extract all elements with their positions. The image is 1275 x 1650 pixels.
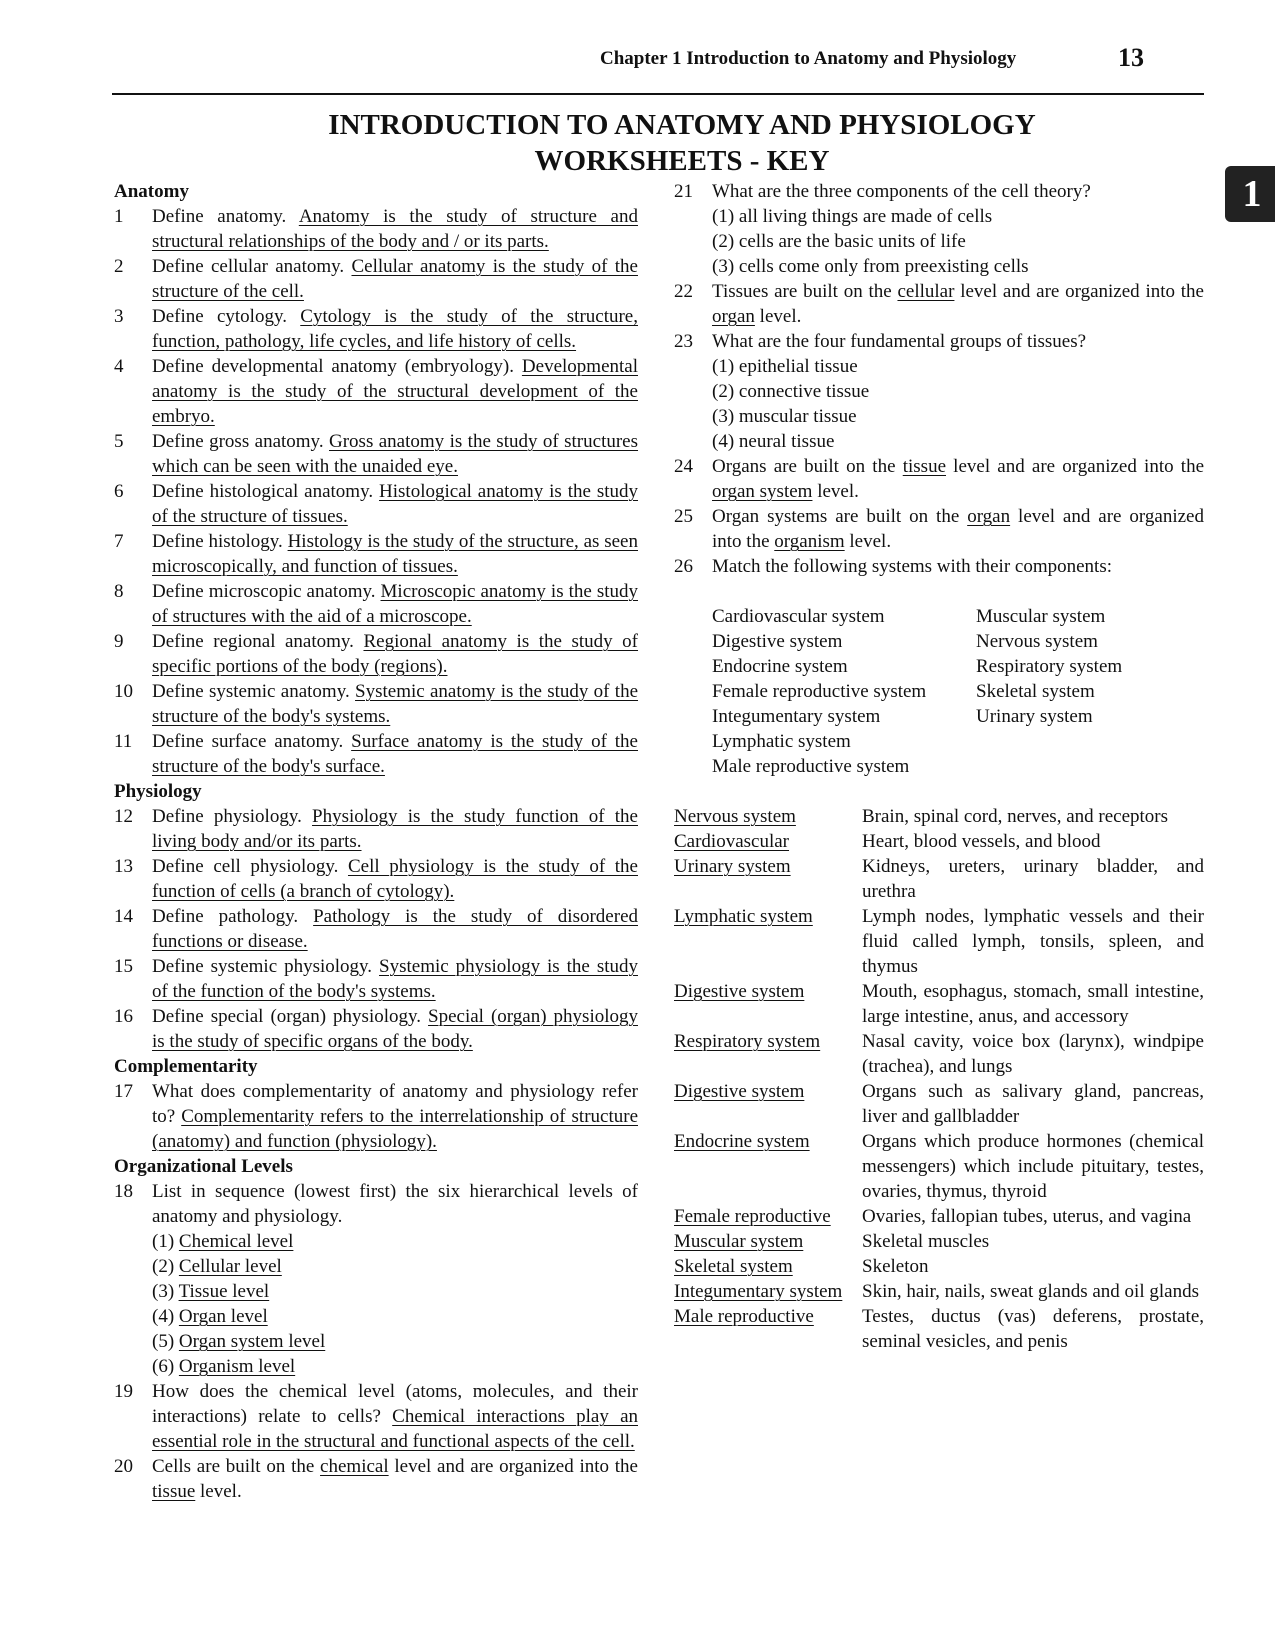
question-24: [674, 454, 1204, 504]
answer-row: [674, 1129, 1204, 1204]
list-item: (2) cells are the basic units of life: [712, 231, 966, 252]
answer-row: [674, 1279, 1204, 1304]
answer-row: [674, 1229, 1204, 1254]
answer-text: Cytology is the study of the structure, function, pathology, life cycles, and life history of cells.: [152, 306, 638, 352]
question-text: Define histology.: [152, 531, 288, 552]
answer-text: Physiology is the study function of the living body and/or its parts.: [152, 806, 638, 852]
answer-system: Digestive system: [674, 1081, 805, 1102]
system-choice: Cardiovascular system: [712, 606, 885, 627]
question-number: 8: [114, 581, 124, 602]
question-10: [114, 679, 638, 729]
question-number: 18: [114, 1181, 133, 1202]
question-text: Define pathology.: [152, 906, 314, 927]
question-number: 13: [114, 856, 133, 877]
item-prefix: (6): [152, 1356, 179, 1377]
question-number: 21: [674, 181, 693, 202]
blank-answer: organ: [967, 506, 1011, 527]
answer-components: Mouth, esophagus, stomach, small intestine, large intestine, anus, and accessory: [862, 981, 1204, 1027]
question-number: 5: [114, 431, 124, 452]
question-number: 17: [114, 1081, 133, 1102]
answer-components: Kidneys, ureters, urinary bladder, and urethra: [862, 856, 1204, 902]
question-number: 11: [114, 731, 133, 752]
answer-system: Muscular system: [674, 1231, 804, 1252]
question-number: 24: [674, 456, 693, 477]
answer-text: Chemical level: [178, 1231, 294, 1252]
system-choice: Digestive system: [712, 631, 843, 652]
question-22: [674, 279, 1204, 329]
question-number: 16: [114, 1006, 133, 1027]
answer-system: Male reproductive: [674, 1306, 814, 1327]
list-item: (2) connective tissue: [712, 381, 870, 402]
answer-components: Brain, spinal cord, nerves, and receptors: [862, 806, 1169, 827]
question-number: 25: [674, 506, 693, 527]
question-text: level and are organized into the: [954, 281, 1204, 302]
answer-components: Ovaries, fallopian tubes, uterus, and vagina: [862, 1206, 1192, 1227]
list-item: (1) all living things are made of cells: [712, 206, 993, 227]
answer-text: Tissue level: [178, 1281, 270, 1302]
answer-system: Nervous system: [674, 806, 796, 827]
system-list-b: [976, 604, 1122, 779]
item-prefix: (4): [152, 1306, 179, 1327]
answer-text: Organ system level: [178, 1331, 326, 1352]
blank-answer: organ system: [712, 481, 813, 502]
answer-text: Chemical interactions play an essential role in the structural and functional aspects of the cell.: [152, 1406, 638, 1452]
question-4: [114, 354, 638, 429]
answer-row: [674, 829, 1204, 854]
list-item: (3) muscular tissue: [712, 406, 857, 427]
list-item: (4) neural tissue: [712, 431, 835, 452]
question-text: Match the following systems with their components:: [712, 556, 1113, 577]
answer-row: [674, 1204, 1204, 1229]
question-number: 7: [114, 531, 124, 552]
level-item: [114, 1304, 638, 1329]
system-choice: Skeletal system: [976, 681, 1095, 702]
title-line-2: WORKSHEETS - KEY: [534, 145, 830, 177]
question-text: Define systemic physiology.: [152, 956, 380, 977]
answer-text: Gross anatomy is the study of structures which can be seen with the unaided eye.: [152, 431, 639, 477]
level-item: [114, 1254, 638, 1279]
question-number: 2: [114, 256, 124, 277]
level-item: [114, 1229, 638, 1254]
system-choice: Integumentary system: [712, 706, 881, 727]
question-text: Define gross anatomy.: [152, 431, 329, 452]
level-item: [114, 1279, 638, 1304]
header-rule: [112, 93, 1204, 95]
question-number: 14: [114, 906, 133, 927]
answer-text: Histology is the study of the structure, as seen microscopically, and function of tissues.: [152, 531, 638, 577]
answer-text: Organism level: [178, 1356, 296, 1377]
answer-text: Systemic physiology is the study of the function of the body's systems.: [152, 956, 638, 1002]
question-text: Define cellular anatomy.: [152, 256, 352, 277]
system-choice: Endocrine system: [712, 656, 848, 677]
blank-answer: tissue: [902, 456, 946, 477]
answer-components: Skeleton: [862, 1256, 929, 1277]
question-number: 12: [114, 806, 133, 827]
system-choices: [674, 604, 1204, 779]
answer-text: Pathology is the study of disordered functions or disease.: [152, 906, 638, 952]
answer-system: Cardiovascular: [674, 831, 790, 852]
level-item: [114, 1354, 638, 1379]
answer-text: Microscopic anatomy is the study of structures with the aid of a microscope.: [152, 581, 638, 627]
system-choice: Respiratory system: [976, 656, 1123, 677]
question-25: [674, 504, 1204, 554]
answer-components: Lymph nodes, lymphatic vessels and their fluid called lymph, tonsils, spleen, and thymus: [862, 906, 1204, 977]
system-list-a: [712, 604, 976, 779]
answer-system: Digestive system: [674, 981, 805, 1002]
question-5: [114, 429, 638, 479]
question-text: Tissues are built on the: [712, 281, 898, 302]
question-text: What does complementarity of anatomy and physiology refer to?: [152, 1081, 638, 1127]
answer-text: Regional anatomy is the study of specific portions of the body (regions).: [152, 631, 639, 677]
question-number: 1: [114, 206, 124, 227]
question-text: Define systemic anatomy.: [152, 681, 356, 702]
blank-answer: chemical: [320, 1456, 389, 1477]
answer-text: Cell physiology is the study of the function of cells (a branch of cytology).: [152, 856, 638, 902]
question-6: [114, 479, 638, 529]
title-line-1: INTRODUCTION TO ANATOMY AND PHYSIOLOGY: [328, 109, 1036, 141]
answer-text: Organ level: [178, 1306, 268, 1327]
section-heading-anatomy: Anatomy: [114, 181, 189, 202]
question-text: level.: [195, 1481, 242, 1502]
answer-text: Systemic anatomy is the study of the structure of the body's systems.: [152, 681, 639, 727]
question-13: [114, 854, 638, 904]
question-1: [114, 204, 638, 254]
question-number: 23: [674, 331, 693, 352]
answer-components: Nasal cavity, voice box (larynx), windpipe (trachea), and lungs: [862, 1031, 1204, 1077]
question-14: [114, 904, 638, 954]
answer-system: Urinary system: [674, 856, 791, 877]
running-header: Chapter 1 Introduction to Anatomy and Physiology: [600, 48, 1017, 69]
page-number: 13: [1118, 43, 1144, 72]
question-16: [114, 1004, 638, 1054]
answer-row: [674, 854, 1204, 904]
level-item: [114, 1329, 638, 1354]
question-text: Define anatomy.: [152, 206, 299, 227]
question-17: [114, 1079, 638, 1154]
answer-row: [674, 1079, 1204, 1129]
question-text: Define microscopic anatomy.: [152, 581, 381, 602]
question-number: 3: [114, 306, 124, 327]
question-text: Define histological anatomy.: [152, 481, 380, 502]
section-heading-complementarity: Complementarity: [114, 1056, 258, 1077]
blank-answer: tissue: [152, 1481, 196, 1502]
question-3: [114, 304, 638, 354]
question-19: [114, 1379, 638, 1454]
question-number: 4: [114, 356, 124, 377]
list-item: (1) epithelial tissue: [712, 356, 858, 377]
page-title: [112, 107, 1252, 179]
question-text: level and are organized into the: [388, 1456, 638, 1477]
question-text: Define regional anatomy.: [152, 631, 364, 652]
question-26: [674, 554, 1204, 579]
answer-row: [674, 804, 1204, 829]
system-choice: Muscular system: [976, 606, 1106, 627]
question-9: [114, 629, 638, 679]
answer-text: Complementarity refers to the interrelationship of structure (anatomy) and function (physiology).: [152, 1106, 638, 1152]
question-text: level.: [812, 481, 859, 502]
blank-answer: cellular: [897, 281, 955, 302]
question-text: Define physiology.: [152, 806, 313, 827]
answer-row: [674, 904, 1204, 979]
blank-answer: organism: [774, 531, 845, 552]
answer-components: Organs such as salivary gland, pancreas, liver and gallbladder: [862, 1081, 1204, 1127]
question-7: [114, 529, 638, 579]
answer-components: Skeletal muscles: [862, 1231, 990, 1252]
question-number: 19: [114, 1381, 133, 1402]
item-prefix: (2): [152, 1256, 179, 1277]
question-21: [674, 179, 1204, 204]
list-item: (3) cells come only from preexisting cells: [712, 256, 1029, 277]
question-text: What are the four fundamental groups of tissues?: [712, 331, 1087, 352]
question-number: 26: [674, 556, 693, 577]
item-prefix: (5): [152, 1331, 179, 1352]
left-column: [114, 179, 638, 1504]
question-23: [674, 329, 1204, 354]
question-number: 20: [114, 1456, 133, 1477]
answer-system: Integumentary system: [674, 1281, 843, 1302]
answer-text: Histological anatomy is the study of the structure of tissues.: [152, 481, 638, 527]
question-number: 6: [114, 481, 124, 502]
answer-row: [674, 1254, 1204, 1279]
matching-answers: [674, 804, 1204, 1354]
question-text: level and are organized into the: [946, 456, 1204, 477]
system-choice: Urinary system: [976, 706, 1093, 727]
question-12: [114, 804, 638, 854]
system-choice: Nervous system: [976, 631, 1098, 652]
answer-text: Cellular level: [178, 1256, 282, 1277]
question-text: level and are organized into the: [712, 506, 1204, 552]
question-text: What are the three components of the cell theory?: [712, 181, 1091, 202]
section-heading-physiology: Physiology: [114, 781, 202, 802]
system-choice: Female reproductive system: [712, 681, 927, 702]
question-text: level.: [754, 306, 802, 327]
question-number: 15: [114, 956, 133, 977]
answer-system: Lymphatic system: [674, 906, 813, 927]
item-prefix: (3): [152, 1281, 179, 1302]
item-prefix: (1): [152, 1231, 179, 1252]
answer-text: Special (organ) physiology is the study of specific organs of the body.: [152, 1006, 638, 1052]
answer-components: Testes, ductus (vas) deferens, prostate, seminal vesicles, and penis: [862, 1306, 1204, 1352]
right-column: [674, 179, 1204, 1354]
question-15: [114, 954, 638, 1004]
question-8: [114, 579, 638, 629]
blank-answer: organ: [712, 306, 755, 327]
question-text: Define cytology.: [152, 306, 301, 327]
question-text: How does the chemical level (atoms, molecules, and their interactions) relate to cells?: [152, 1381, 638, 1427]
question-text: Organs are built on the: [712, 456, 903, 477]
question-text: level.: [844, 531, 892, 552]
answer-system: Respiratory system: [674, 1031, 821, 1052]
question-text: List in sequence (lowest first) the six hierarchical levels of anatomy and physiology.: [152, 1181, 638, 1227]
chapter-tab: 1: [1225, 166, 1275, 222]
answer-row: [674, 1304, 1204, 1354]
question-text: Organ systems are built on the: [712, 506, 968, 527]
question-text: Define cell physiology.: [152, 856, 348, 877]
question-2: [114, 254, 638, 304]
question-number: 22: [674, 281, 693, 302]
question-text: Define surface anatomy.: [152, 731, 352, 752]
question-number: 9: [114, 631, 124, 652]
system-choice: Male reproductive system: [712, 756, 910, 777]
question-18: [114, 1179, 638, 1229]
answer-components: Organs which produce hormones (chemical messengers) which include pituitary, testes, ovaries, thymus, thyroid: [862, 1131, 1204, 1202]
answer-components: Heart, blood vessels, and blood: [862, 831, 1101, 852]
question-text: Define developmental anatomy (embryology).: [152, 356, 522, 377]
question-number: 10: [114, 681, 133, 702]
answer-text: Developmental anatomy is the study of the structural development of the embryo.: [152, 356, 638, 427]
answer-system: Female reproductive: [674, 1206, 831, 1227]
answer-text: Cellular anatomy is the study of the structure of the cell.: [152, 256, 638, 302]
answer-row: [674, 979, 1204, 1029]
system-choice: Lymphatic system: [712, 731, 851, 752]
answer-system: Skeletal system: [674, 1256, 793, 1277]
answer-text: Surface anatomy is the study of the structure of the body's surface.: [152, 731, 638, 777]
section-heading-organizational-levels: Organizational Levels: [114, 1156, 293, 1177]
question-text: Cells are built on the: [152, 1456, 321, 1477]
answer-row: [674, 1029, 1204, 1079]
question-11: [114, 729, 638, 779]
answer-system: Endocrine system: [674, 1131, 810, 1152]
answer-text: Anatomy is the study of structure and structural relationships of the body and / or its parts.: [152, 206, 638, 252]
answer-components: Skin, hair, nails, sweat glands and oil glands: [862, 1281, 1199, 1302]
question-20: [114, 1454, 638, 1504]
question-text: Define special (organ) physiology.: [152, 1006, 429, 1027]
